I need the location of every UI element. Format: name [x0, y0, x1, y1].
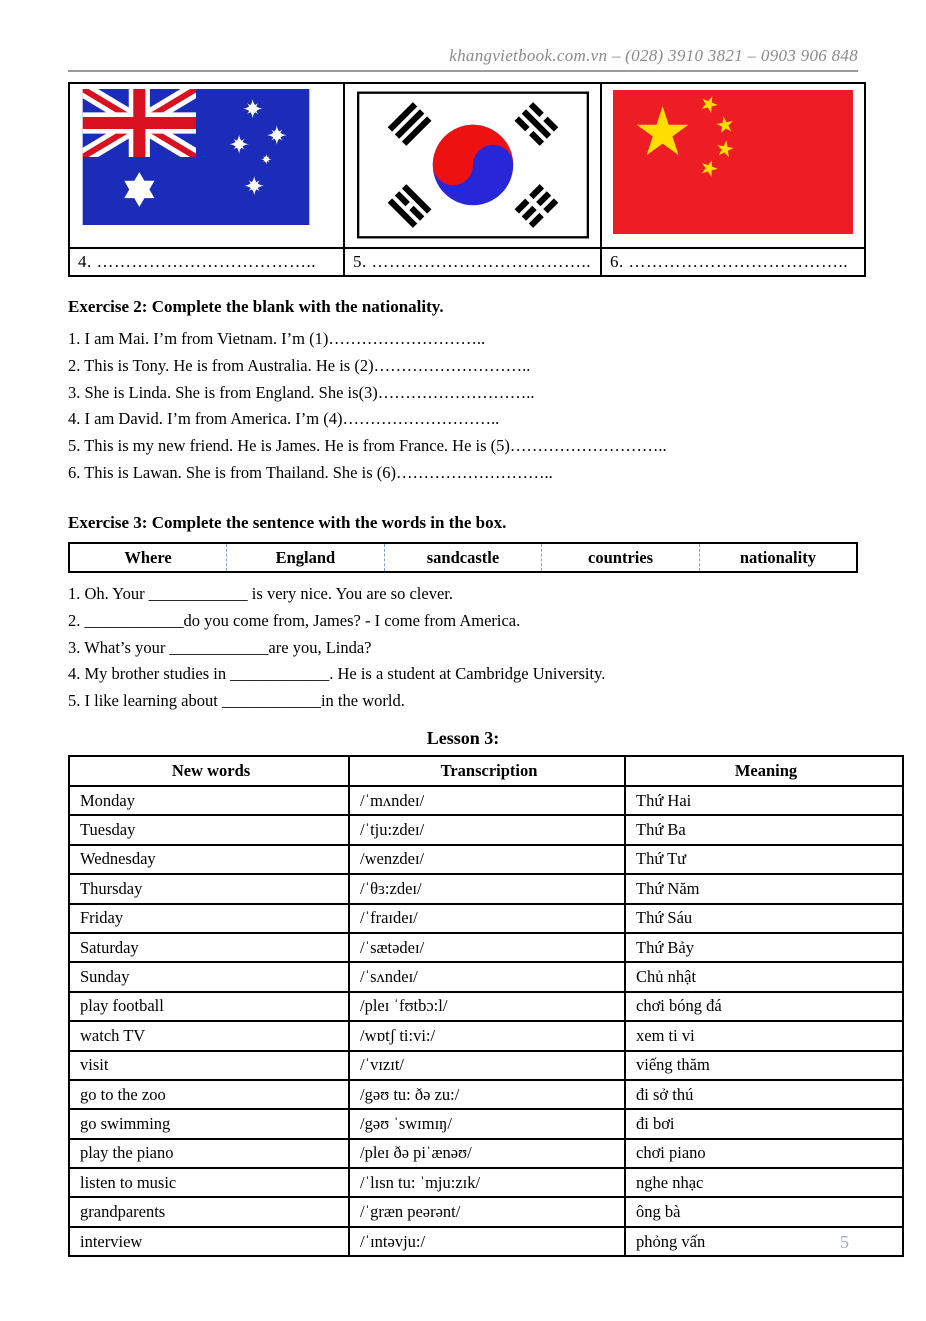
- cell-meaning: chơi piano: [625, 1139, 903, 1168]
- exercise-3-section: [68, 513, 868, 715]
- cell-meaning: Thứ Hai: [625, 786, 903, 815]
- header-divider: [68, 70, 858, 72]
- table-row: [69, 962, 903, 991]
- cell-transcription: /ˈθɜ:zdeɪ/: [349, 874, 625, 903]
- table-header-row: [69, 756, 903, 786]
- cell-meaning: Thứ Tư: [625, 845, 903, 874]
- cell-word: visit: [69, 1051, 349, 1080]
- flag-cell-south-korea: [344, 83, 601, 248]
- word-box: [68, 542, 858, 573]
- cell-word: go to the zoo: [69, 1080, 349, 1109]
- cell-meaning: nghe nhạc: [625, 1168, 903, 1197]
- flag-cell-australia: [69, 83, 344, 248]
- exercise-2-title: Exercise 2: Complete the blank with the nationality.: [68, 297, 444, 316]
- south-korea-flag: [357, 90, 589, 240]
- table-row: [69, 933, 903, 962]
- table-row: [69, 1227, 903, 1256]
- cell-transcription: /pleɪ ðə piˈænəʊ/: [349, 1139, 625, 1168]
- table-row: [69, 1021, 903, 1050]
- exercise-3-item: 4. My brother studies in ____________. He is a student at Cambridge University.: [68, 664, 606, 684]
- table-row: [69, 904, 903, 933]
- word-box-cell: sandcastle: [384, 543, 542, 572]
- exercise-3-item: 3. What’s your ____________are you, Linda?: [68, 637, 372, 657]
- table-row: [69, 1139, 903, 1168]
- word-box-cell: countries: [542, 543, 700, 572]
- cell-word: Wednesday: [69, 845, 349, 874]
- cell-transcription: /wenzdeɪ/: [349, 845, 625, 874]
- table-row: [69, 1080, 903, 1109]
- exercise-3-item: 5. I like learning about ____________in the world.: [68, 691, 405, 711]
- cell-transcription: /ˈvɪzɪt/: [349, 1051, 625, 1080]
- cell-transcription: /ˈɪntəvju:/: [349, 1227, 625, 1256]
- cell-transcription: /ˈfraɪdeɪ/: [349, 904, 625, 933]
- cell-word: go swimming: [69, 1109, 349, 1138]
- cell-word: Sunday: [69, 962, 349, 991]
- exercise-3-item: 2. ____________do you come from, James? - I come from America.: [68, 610, 521, 630]
- table-row: [69, 1051, 903, 1080]
- cell-word: grandparents: [69, 1197, 349, 1226]
- cell-word: Friday: [69, 904, 349, 933]
- cell-meaning: đi bơi: [625, 1109, 903, 1138]
- table-row: [69, 1168, 903, 1197]
- cell-transcription: /ˈlɪsn tu: ˈmju:zɪk/: [349, 1168, 625, 1197]
- column-header-meaning: Meaning: [625, 756, 903, 786]
- cell-meaning: Thứ Sáu: [625, 904, 903, 933]
- cell-meaning: Chủ nhật: [625, 962, 903, 991]
- cell-transcription: /ˈmʌndeɪ/: [349, 786, 625, 815]
- exercise-3-item: 1. Oh. Your ____________ is very nice. You are so clever.: [68, 584, 453, 603]
- flag-cell-china: [601, 83, 865, 248]
- exercise-2-item: 2. This is Tony. He is from Australia. He is (2)………………………..: [68, 355, 531, 375]
- exercise-2-item: 5. This is my new friend. He is James. He is from France. He is (5)………………………..: [68, 436, 667, 456]
- cell-meaning: ông bà: [625, 1197, 903, 1226]
- table-row: [69, 845, 903, 874]
- word-box-cell: Where: [124, 547, 172, 567]
- column-header-transcription: Transcription: [349, 756, 625, 786]
- cell-transcription: /gəʊ ˈswɪmɪŋ/: [349, 1109, 625, 1138]
- cell-word: Thursday: [69, 874, 349, 903]
- cell-meaning: viếng thăm: [625, 1051, 903, 1080]
- australia-flag: [82, 89, 310, 225]
- cell-transcription: /wɒtʃ ti:vi:/: [349, 1021, 625, 1050]
- cell-word: listen to music: [69, 1168, 349, 1197]
- table-row: [69, 786, 903, 815]
- cell-transcription: /ˈtju:zdeɪ/: [349, 815, 625, 844]
- exercise-2-item: 4. I am David. I’m from America. I’m (4)………………………..: [68, 409, 500, 429]
- page-number: 5: [840, 1232, 849, 1252]
- exercise-2-item: 6. This is Lawan. She is from Thailand. She is (6)………………………..: [68, 462, 553, 482]
- cell-transcription: /gəʊ tu: ðə zu:/: [349, 1080, 625, 1109]
- cell-transcription: /ˈgræn peərənt/: [349, 1197, 625, 1226]
- cell-meaning: đi sở thú: [625, 1080, 903, 1109]
- cell-transcription: /ˈsætədeɪ/: [349, 933, 625, 962]
- exercise-2-item: 3. She is Linda. She is from England. She is(3)………………………..: [68, 382, 535, 402]
- cell-meaning: chơi bóng đá: [625, 992, 903, 1021]
- cell-word: play football: [69, 992, 349, 1021]
- cell-word: watch TV: [69, 1021, 349, 1050]
- cell-word: play the piano: [69, 1139, 349, 1168]
- cell-transcription: /pleɪ ˈfʊtbɔ:l/: [349, 992, 625, 1021]
- exercise-2-item: 1. I am Mai. I’m from Vietnam. I’m (1)………………………..: [68, 329, 486, 348]
- table-row: [69, 992, 903, 1021]
- lesson-3-heading: Lesson 3:: [426, 728, 500, 748]
- flags-table: [68, 82, 866, 277]
- word-box-cell: England: [227, 543, 385, 572]
- cell-transcription: /ˈsʌndeɪ/: [349, 962, 625, 991]
- exercise-3-title: Exercise 3: Complete the sentence with the words in the box.: [68, 513, 507, 532]
- table-row: [69, 874, 903, 903]
- vocabulary-table: [68, 755, 904, 1257]
- cell-word: Tuesday: [69, 815, 349, 844]
- table-row: [69, 815, 903, 844]
- header-contact-line: khangvietbook.com.vn – (028) 3910 3821 – 0903 906 848: [449, 46, 858, 65]
- cell-meaning: xem ti vi: [625, 1021, 903, 1050]
- china-flag: [613, 89, 853, 235]
- table-row: [69, 1197, 903, 1226]
- cell-word: Monday: [69, 786, 349, 815]
- column-header-new-words: New words: [69, 756, 349, 786]
- cell-word: interview: [69, 1227, 349, 1256]
- cell-meaning: Thứ Năm: [625, 874, 903, 903]
- exercise-2-section: [68, 297, 868, 487]
- word-box-cell: nationality: [699, 543, 857, 572]
- table-row: [69, 1109, 903, 1138]
- cell-meaning: Thứ Bảy: [625, 933, 903, 962]
- flag-caption-4: 4. ………………………………..: [69, 248, 344, 276]
- cell-meaning: phỏng vấn: [625, 1227, 903, 1256]
- cell-meaning: Thứ Ba: [625, 815, 903, 844]
- cell-word: Saturday: [69, 933, 349, 962]
- flag-caption-5: 5. ………………………………..: [344, 248, 601, 276]
- flag-caption-6: 6. ………………………………..: [601, 248, 865, 276]
